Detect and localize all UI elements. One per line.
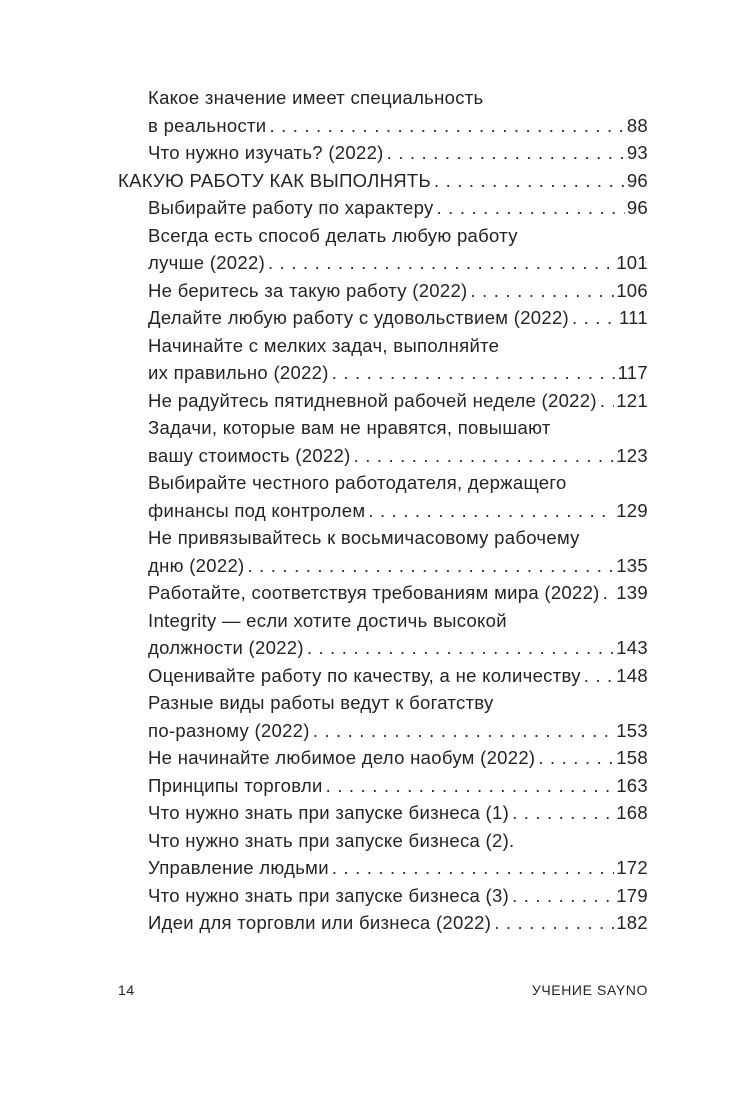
toc-entry-text: Что нужно знать при запуске бизнеса (1) [148, 802, 510, 823]
toc-line [148, 854, 648, 882]
toc-line [148, 469, 648, 497]
toc-line [148, 442, 648, 470]
toc-page-number: 139 [616, 582, 648, 603]
toc-entry [118, 414, 648, 469]
toc-entry [118, 827, 648, 882]
toc-page-number: 158 [616, 747, 648, 768]
toc-entry-text: КАКУЮ РАБОТУ КАК ВЫПОЛНЯТЬ [118, 169, 431, 191]
toc-line [148, 332, 648, 360]
toc-dot-leader [600, 387, 614, 415]
toc-line [148, 882, 648, 910]
toc-line [148, 634, 648, 662]
toc-line [148, 194, 648, 222]
toc-entry-text: Какое значение имеет специальность [148, 87, 484, 108]
toc-page-number: 101 [616, 252, 648, 273]
toc-dot-leader [494, 909, 614, 937]
toc-page-number: 93 [626, 142, 648, 163]
toc-page-number: 123 [616, 444, 648, 466]
toc-entry [118, 744, 648, 772]
toc-dot-leader [584, 662, 614, 690]
toc-line [148, 717, 648, 745]
toc-entry-text: Выбирайте работу по характеру [148, 197, 434, 218]
toc-page-number: 121 [616, 389, 648, 411]
toc-entry-text: по-разному (2022) [148, 719, 310, 741]
toc-dot-leader [368, 497, 614, 525]
toc-entry [118, 139, 648, 167]
toc-entry-text: Что нужно знать при запуске бизнеса (3) [148, 884, 510, 906]
toc-dot-leader [471, 277, 615, 305]
toc-dot-leader [538, 744, 614, 772]
toc-page-number: 163 [616, 774, 648, 796]
toc-entry-text: Оценивайте работу по качеству, а не количеству [148, 664, 581, 686]
toc-entry [118, 607, 648, 662]
toc-dot-leader [512, 882, 614, 910]
toc-line [148, 662, 648, 690]
toc-line [148, 689, 648, 717]
toc-entry-text: Принципы торговли [148, 774, 323, 796]
toc-dot-leader [269, 112, 624, 140]
toc-entry-text: дню (2022) [148, 554, 245, 576]
toc-page-number: 168 [616, 802, 648, 823]
toc-entry-text: Integrity — если хотите достичь высокой [148, 609, 507, 631]
toc-entry-text: финансы под контролем [148, 499, 366, 521]
toc-entry [118, 579, 648, 607]
toc-line [148, 827, 648, 855]
toc-page-number: 179 [616, 884, 648, 906]
toc-entry-text: Не беритесь за такую работу (2022) [148, 279, 468, 301]
toc-entry-text: их правильно (2022) [148, 362, 329, 383]
toc-line [148, 249, 648, 277]
toc-page-number: 172 [616, 857, 648, 878]
toc-entry [118, 524, 648, 579]
toc-entry [118, 332, 648, 387]
toc-line [148, 744, 648, 772]
toc-entry-text: Управление людьми [148, 857, 329, 878]
page-footer [118, 982, 648, 998]
toc-entry-text: Делайте любую работу с удовольствием (2022) [148, 307, 570, 328]
toc-entry-text: лучше (2022) [148, 252, 266, 273]
toc-entry [118, 469, 648, 524]
toc-line [148, 772, 648, 800]
toc-line [148, 222, 648, 250]
toc-entry-text: Не радуйтесь пятидневной рабочей неделе (2022) [148, 389, 597, 411]
toc-entry-text: Всегда есть способ делать любую работу [148, 224, 518, 246]
toc-dot-leader [572, 304, 617, 332]
toc-line [148, 607, 648, 635]
toc-dot-leader [307, 634, 614, 662]
toc-line [148, 497, 648, 525]
table-of-contents [118, 84, 648, 937]
toc-entry [118, 194, 648, 222]
toc-dot-leader [603, 579, 615, 607]
running-title: УЧЕНИЕ SAYNO [531, 982, 648, 998]
toc-page-number: 129 [616, 499, 648, 521]
toc-entry [118, 799, 648, 827]
toc-dot-leader [248, 552, 615, 580]
toc-dot-leader [434, 167, 625, 195]
toc-entry [118, 304, 648, 332]
toc-line [148, 84, 648, 112]
toc-line [148, 304, 648, 332]
toc-entry-text: Что нужно изучать? (2022) [148, 142, 384, 163]
toc-entry-text: вашу стоимость (2022) [148, 444, 351, 466]
toc-line [148, 139, 648, 167]
toc-entry-text: Работайте, соответствуя требованиям мира (2022) [148, 582, 600, 603]
toc-entry-text: Не начинайте любимое дело наобум (2022) [148, 747, 536, 768]
toc-entry-text: Идеи для торговли или бизнеса (2022) [148, 912, 492, 933]
toc-entry [118, 84, 648, 139]
toc-page-number: 153 [616, 719, 648, 741]
toc-dot-leader [326, 772, 615, 800]
toc-entry [118, 882, 648, 910]
toc-entry [118, 387, 648, 415]
toc-entry-text: Что нужно знать при запуске бизнеса (2). [148, 829, 515, 851]
toc-entry [118, 222, 648, 277]
toc-entry [118, 662, 648, 690]
toc-dot-leader [354, 442, 615, 470]
toc-entry-text: Разные виды работы ведут к богатству [148, 692, 494, 713]
toc-dot-leader [332, 854, 614, 882]
toc-page-number: 117 [617, 362, 648, 383]
toc-page-number: 143 [616, 637, 648, 658]
toc-line [148, 387, 648, 415]
toc-chapter-entry [118, 167, 648, 195]
toc-entry-text: Не привязывайтесь к восьмичасовому рабочему [148, 527, 580, 548]
toc-dot-leader [437, 194, 625, 222]
toc-entry [118, 772, 648, 800]
toc-page-number: 96 [626, 197, 648, 218]
toc-line [148, 359, 648, 387]
toc-line [148, 414, 648, 442]
toc-page-number: 106 [616, 279, 648, 301]
toc-entry [118, 909, 648, 937]
toc-page-number: 96 [626, 169, 648, 191]
toc-dot-leader [313, 717, 615, 745]
toc-page-number: 88 [626, 114, 648, 136]
toc-entry-text: Выбирайте честного работодателя, держащего [148, 472, 567, 493]
toc-line [148, 909, 648, 937]
toc-line [148, 579, 648, 607]
toc-entry-text: Задачи, которые вам не нравятся, повышают [148, 417, 551, 438]
toc-page-number: 111 [618, 307, 648, 328]
toc-line [148, 524, 648, 552]
toc-page-number: 135 [616, 554, 648, 576]
toc-page-number: 148 [616, 664, 648, 686]
toc-line [148, 799, 648, 827]
toc-entry [118, 689, 648, 744]
toc-entry-text: должности (2022) [148, 637, 304, 658]
toc-dot-leader [332, 359, 616, 387]
toc-dot-leader [268, 249, 614, 277]
toc-dot-leader [387, 139, 625, 167]
toc-entry-text: Начинайте с мелких задач, выполняйте [148, 334, 500, 356]
toc-line [148, 552, 648, 580]
toc-line [148, 277, 648, 305]
toc-page-number: 182 [616, 912, 648, 933]
toc-entry-text: в реальности [148, 114, 267, 136]
toc-dot-leader [512, 799, 614, 827]
folio-page-number: 14 [118, 982, 135, 998]
toc-entry [118, 277, 648, 305]
toc-line [118, 167, 648, 195]
toc-line [148, 112, 648, 140]
